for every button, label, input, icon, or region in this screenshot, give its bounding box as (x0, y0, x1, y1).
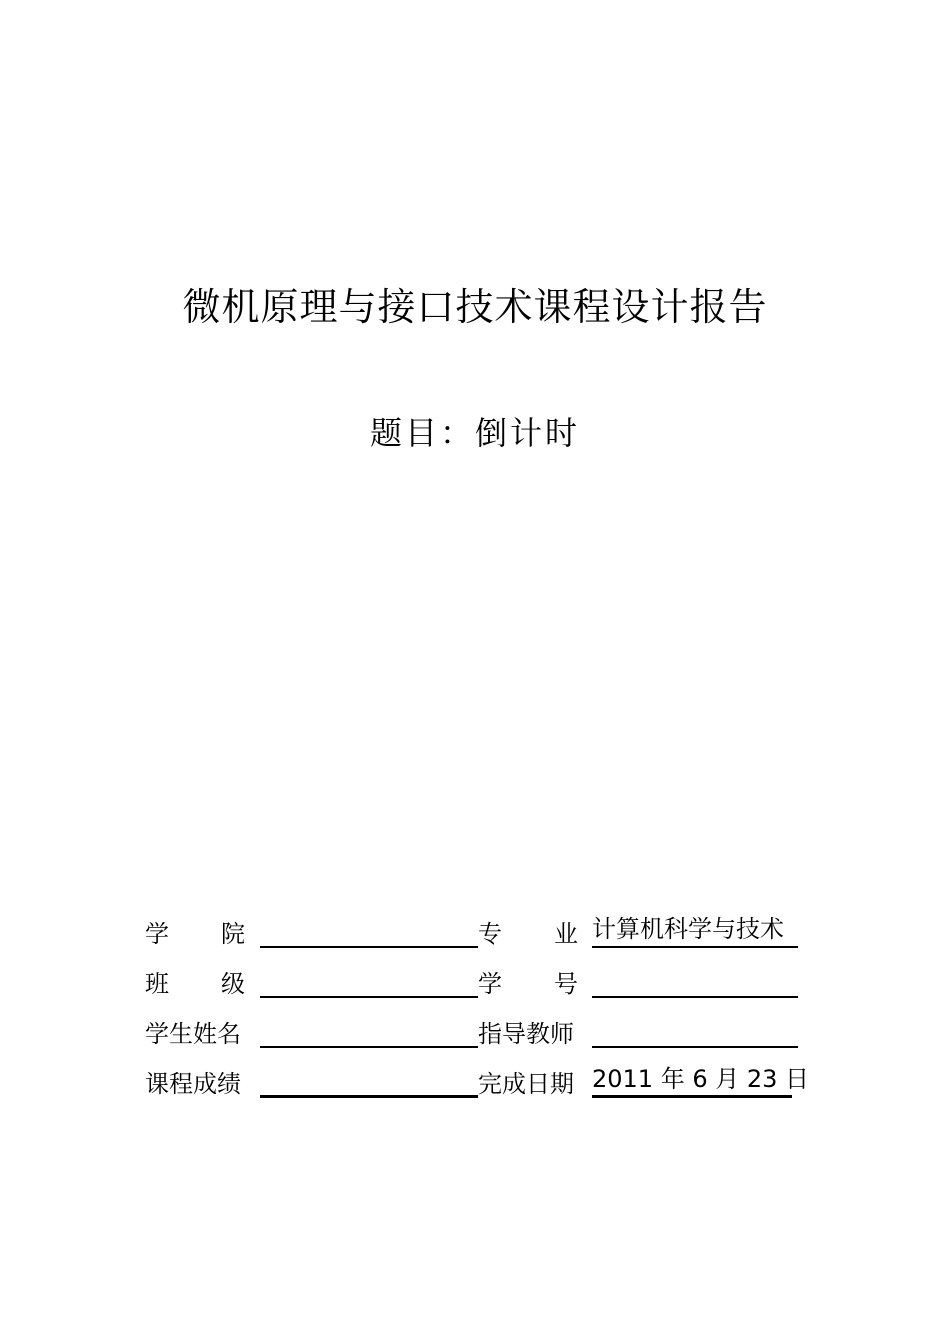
info-row-college (145, 910, 805, 960)
advisor-field (592, 1010, 798, 1048)
course-grade-field (260, 1060, 478, 1098)
student-name-label: 学生姓名 (145, 1020, 241, 1048)
info-table (145, 910, 810, 1110)
class-label: 班 级 (145, 970, 245, 998)
college-label: 学 院 (145, 920, 245, 948)
completion-date-field: 2011 年 6 月 23 日 (592, 1060, 792, 1098)
student-id-label: 学 号 (478, 970, 578, 998)
class-field (260, 960, 478, 998)
report-subtitle (0, 408, 950, 454)
subtitle-value: 倒计时 (475, 414, 581, 452)
info-row-name (145, 1010, 805, 1060)
advisor-label: 指导教师 (478, 1020, 574, 1048)
completion-date-label: 完成日期 (478, 1070, 574, 1098)
course-grade-label: 课程成绩 (145, 1070, 241, 1098)
student-name-field (260, 1010, 478, 1048)
report-title: 微机原理与接口技术课程设计报告 (182, 285, 768, 329)
student-id-field (592, 960, 798, 998)
college-field (260, 910, 478, 948)
subtitle-label: 题目： (369, 414, 475, 452)
major-field: 计算机科学与技术 (592, 910, 798, 948)
info-row-grade (145, 1060, 810, 1110)
major-label: 专 业 (478, 920, 578, 948)
info-row-class (145, 960, 805, 1010)
